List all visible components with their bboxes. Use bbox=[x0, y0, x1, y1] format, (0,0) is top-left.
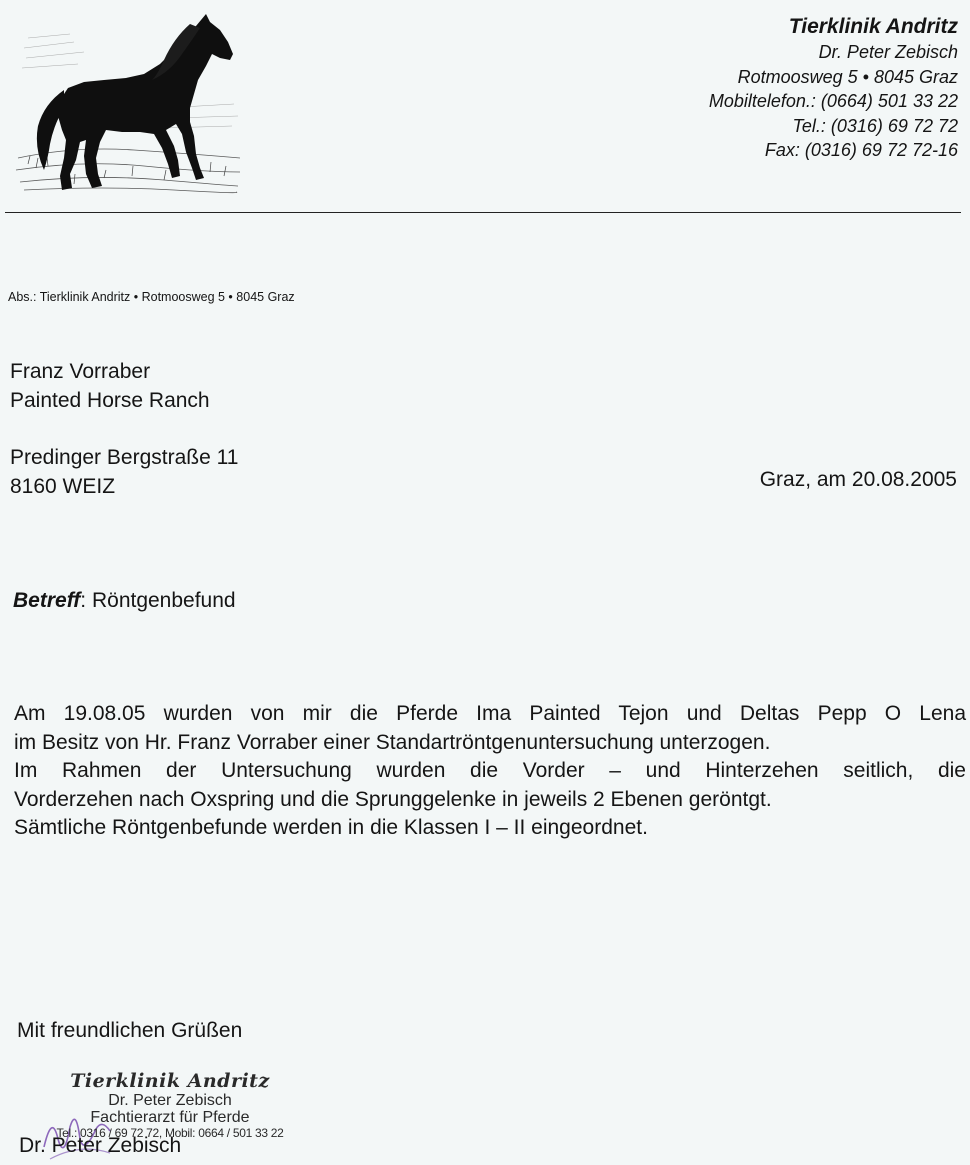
stamp-clinic-name: Tierklinik Andritz bbox=[70, 1070, 270, 1092]
stamp-contact: Tel.: 0316 / 69 72 72, Mobil: 0664 / 501 33 22 bbox=[56, 1126, 284, 1140]
sender-return-line: Abs.: Tierklinik Andritz • Rotmoosweg 5 • 8045 Graz bbox=[8, 290, 295, 304]
body-line: im Besitz von Hr. Franz Vorraber einer Standartröntgenuntersuchung unterzogen. bbox=[14, 730, 771, 754]
letter-body bbox=[14, 700, 966, 843]
letter-date: Graz, am 20.08.2005 bbox=[759, 468, 957, 491]
clinic-mobile: Mobiltelefon.: (0664) 501 33 22 bbox=[708, 91, 958, 111]
subject-text: Röntgenbefund bbox=[91, 589, 236, 612]
recipient-city: 8160 WEIZ bbox=[10, 474, 116, 498]
subject-line: Betreff: Röntgenbefund bbox=[13, 589, 236, 612]
letterhead bbox=[709, 14, 958, 163]
signer-name: Dr. Peter Zebisch bbox=[19, 1134, 182, 1157]
recipient-address bbox=[10, 358, 238, 501]
recipient-name: Franz Vorraber bbox=[10, 360, 151, 383]
doctor-name: Dr. Peter Zebisch bbox=[818, 42, 958, 62]
body-line: Sämtliche Röntgenbefunde werden in die Klassen I – II eingeordnet. bbox=[14, 816, 648, 839]
clinic-phone: Tel.: (0316) 69 72 72 bbox=[792, 115, 958, 136]
recipient-street: Predinger Bergstraße 11 bbox=[10, 446, 239, 469]
closing-greeting: Mit freundlichen Grüßen bbox=[17, 1019, 243, 1042]
body-line: Vorderzehen nach Oxspring und die Sprunggelenke in jeweils 2 Ebenen geröntgt. bbox=[14, 787, 772, 811]
clinic-fax: Fax: (0316) 69 72 72-16 bbox=[764, 140, 958, 160]
clinic-address: Rotmoosweg 5 • 8045 Graz bbox=[737, 66, 958, 87]
body-line: Im Rahmen der Untersuchung wurden die Vorder – und Hinterzehen seitlich, die bbox=[14, 759, 966, 782]
clinic-name: Tierklinik Andritz bbox=[788, 15, 958, 38]
horse-logo-icon bbox=[14, 8, 242, 194]
body-line: Am 19.08.05 wurden von mir die Pferde Ima Painted Tejon und Deltas Pepp O Lena bbox=[14, 702, 966, 725]
recipient-company: Painted Horse Ranch bbox=[10, 388, 210, 412]
clinic-stamp bbox=[56, 1070, 284, 1140]
header-divider bbox=[5, 212, 961, 213]
subject-label: Betreff bbox=[13, 589, 81, 612]
stamp-title: Fachtierarzt für Pferde bbox=[90, 1109, 250, 1126]
stamp-doctor: Dr. Peter Zebisch bbox=[108, 1092, 232, 1109]
